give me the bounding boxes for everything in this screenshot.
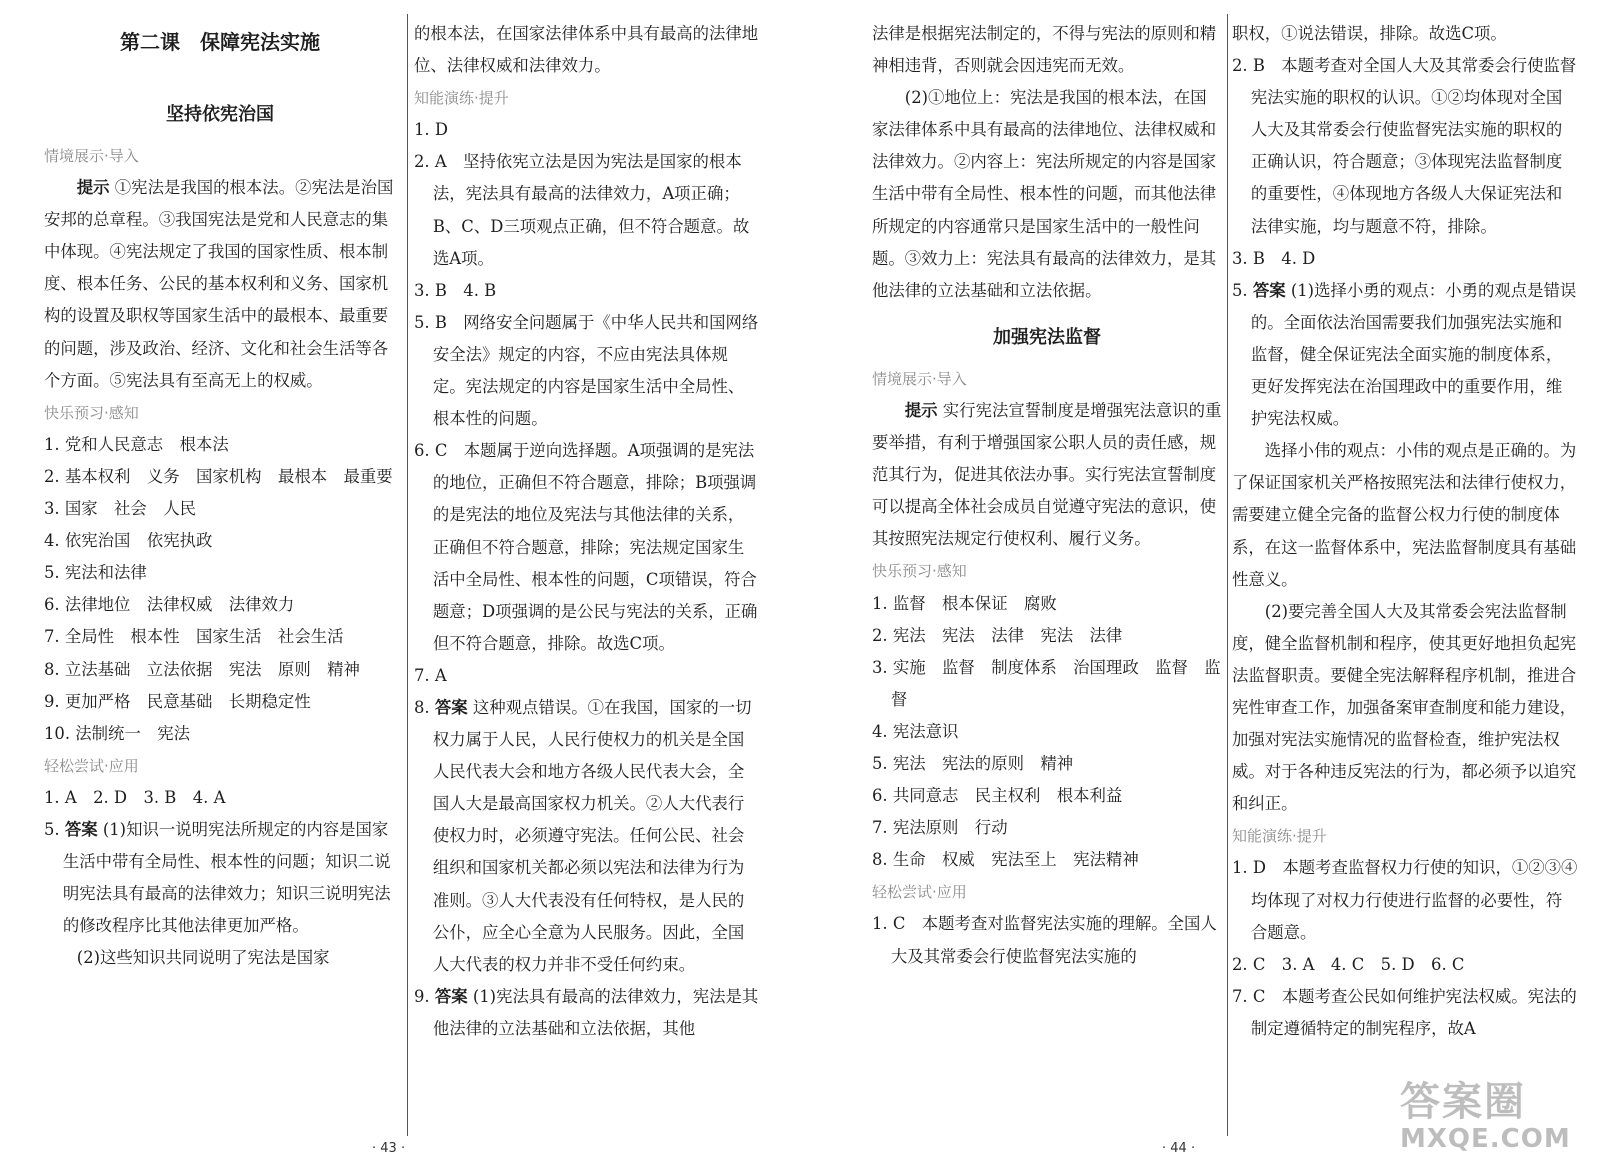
- answer-item: [872, 588, 1222, 620]
- answer-item: [414, 692, 760, 981]
- text: 7. A: [414, 665, 447, 685]
- text: 2. 基本权利 义务 国家机构 最根本 最重要: [44, 466, 393, 486]
- text: 1. D: [414, 120, 448, 140]
- bold-label: 提示: [904, 400, 938, 420]
- column-4: [1232, 18, 1578, 1045]
- answer-item: [1232, 852, 1578, 948]
- text: 的根本法，在国家法律体系中具有最高的法律地位、法律权威和法律效力。: [414, 24, 759, 76]
- text: 7. 宪法原则 行动: [872, 818, 1008, 838]
- answer-item: [872, 748, 1222, 780]
- section-title: [872, 307, 1222, 363]
- text: 6. 共同意志 民主权利 根本利益: [872, 786, 1123, 806]
- bold-label: 答案: [64, 819, 98, 839]
- text: 法律是根据宪法制定的，不得与宪法的原则和精神相违背，否则就会因违宪而无效。: [872, 24, 1217, 76]
- answer-item: [414, 660, 760, 692]
- bold-label: 答案: [434, 986, 468, 1006]
- paragraph: [872, 395, 1222, 555]
- text: 加强宪法监督: [993, 326, 1101, 348]
- text: 快乐预习·感知: [872, 562, 967, 581]
- item-number: 5.: [44, 819, 65, 839]
- text: 第二课 保障宪法实施: [120, 30, 320, 54]
- column-2: [414, 18, 760, 1045]
- text: 2. 宪法 宪法 法律 宪法 法律: [872, 625, 1123, 645]
- section-label: [44, 750, 396, 782]
- answer-item: [44, 557, 396, 589]
- answer-item: [414, 114, 760, 146]
- column-1: [44, 18, 396, 974]
- text: 3. 实施 监督 制度体系 治国理政 监督 监督: [872, 657, 1221, 709]
- item-number: 9.: [414, 986, 435, 1006]
- text: 6. C 本题属于逆向选择题。A项强调的是宪法的地位，正确但不符合题意，排除；B项强调的是宪法的地位及宪法与其他法律的关系，正确但不符合题意，排除；宪法规定国家生活中全局性、根本性的问题，C项错误，符合题意；D项强调的是公民与宪法的关系，正确但不符合题意，排除。故选C项。: [414, 441, 758, 653]
- text: 8. 生命 权威 宪法至上 宪法精神: [872, 850, 1139, 870]
- answer-item: [414, 307, 760, 435]
- text: 情境展示·导入: [872, 369, 967, 388]
- text: 1. 党和人民意志 根本法: [44, 434, 229, 454]
- section-label: [872, 876, 1222, 908]
- answer-item: [872, 620, 1222, 652]
- section-label: [44, 140, 396, 172]
- text: 情境展示·导入: [44, 147, 139, 165]
- section-label: [44, 397, 396, 429]
- text: 这种观点错误。①在我国，国家的一切权力属于人民，人民行使权力的机关是全国人民代表大会和地方各级人民代表大会，全国人大是最高国家权力机关。②人大代表行使权力时，必须遵守宪法。任何公民、社会组织和国家机关都必须以宪法和法律为行为准则。③人大代表没有任何特权，是人民的公仆，应全心全意为人民服务。因此，全国人大代表的权力并非不受任何约束。: [432, 697, 752, 974]
- answer-item: [872, 716, 1222, 748]
- answer-item: [44, 686, 396, 718]
- answer-item: [44, 814, 396, 942]
- text: 轻松尝试·应用: [44, 756, 139, 775]
- text: (1)宪法具有最高的法律效力，宪法是其他法律的立法基础和立法依据，其他: [432, 986, 759, 1038]
- answer-item: [1232, 243, 1578, 275]
- text: 9. 更加严格 民意基础 长期稳定性: [44, 691, 311, 711]
- text: 1. C 本题考查对监督宪法实施的理解。全国人大及其常委会行使监督宪法实施的: [872, 914, 1217, 966]
- answer-item: [1232, 50, 1578, 243]
- answer-item: [872, 780, 1222, 812]
- column-3: [872, 18, 1222, 973]
- answer-item: [872, 844, 1222, 876]
- text: 7. C 本题考查公民如何维护宪法权威。宪法的制定遵循特定的制宪程序，故A: [1232, 986, 1577, 1038]
- answer-item: [414, 981, 760, 1045]
- item-number: 8.: [414, 697, 435, 717]
- text: 7. 全局性 根本性 国家生活 社会生活: [44, 627, 344, 647]
- text: 选择小伟的观点：小伟的观点是正确的。为了保证国家机关严格按照宪法和法律行使权力，需要建立健全完备的监督公权力行使的制度体系，在这一监督体系中，宪法监督制度具有基础性意义。: [1232, 441, 1577, 589]
- text: 2. A 坚持依宪立法是因为宪法是国家的根本法，宪法具有最高的法律效力，A项正确；B、C、D三项观点正确，但不符合题意。故选A项。: [414, 152, 750, 268]
- text: 4. 依宪治国 依宪执政: [44, 531, 213, 551]
- watermark-url: MXQE.COM: [1400, 1124, 1571, 1154]
- paragraph: [44, 942, 396, 974]
- text: ①宪法是我国的根本法。②宪法是治国安邦的总章程。③我国宪法是党和人民意志的集中体现。④宪法规定了我国的国家性质、根本制度、根本任务、公民的基本权利和义务、国家机构的设置及职权等国家生活中的最根本、最重要的问题，涉及政治、经济、文化和社会生活等各个方面。⑤宪法具有至高无上的权威。: [44, 178, 394, 390]
- text: 2. B 本题考查对全国人大及其常委会行使监督宪法实施的职权的认识。①②均体现对全国人大及其常委会行使监督宪法实施的职权的正确认识，符合题意；③体现宪法监督制度的重要性，④体现地方各级人大保证宪法和法律实施，均与题意不符，排除。: [1232, 56, 1577, 236]
- answer-item: [1232, 981, 1578, 1045]
- answer-item: [44, 461, 396, 493]
- text: 8. 立法基础 立法依据 宪法 原则 精神: [44, 659, 360, 679]
- page-number-right: · 44 ·: [1162, 1141, 1196, 1156]
- page-number-left: · 43 ·: [372, 1141, 406, 1156]
- answer-item: [872, 812, 1222, 844]
- section-label: [414, 82, 760, 114]
- answer-item: [1232, 275, 1578, 435]
- paragraph: [872, 18, 1222, 82]
- paragraph: [1232, 435, 1578, 595]
- watermark: [1400, 1080, 1596, 1160]
- answer-item: [44, 621, 396, 653]
- lesson-title: [44, 18, 396, 84]
- bold-label: 答案: [1252, 280, 1286, 300]
- text: 3. B 4. D: [1232, 248, 1316, 268]
- answer-item: [414, 435, 760, 660]
- text: 5. B 网络安全问题属于《中华人民共和国网络安全法》规定的内容，不应由宪法具体规定。宪法规定的内容是国家生活中全局性、根本性的问题。: [414, 312, 759, 429]
- paragraph: [872, 82, 1222, 307]
- answer-item: [44, 654, 396, 686]
- text: 知能演练·提升: [1232, 827, 1327, 846]
- text: (2)①地位上：宪法是我国的根本法，在国家法律体系中具有最高的法律地位、法律权威和法律效力。②内容上：宪法所规定的内容是国家生活中带有全局性、根本性的问题，而其他法律所规定的内容通常只是国家生活中的一般性问题。③效力上：宪法具有最高的法律效力，是其他法律的立法基础和立法依据。: [872, 88, 1217, 300]
- section-label: [872, 363, 1222, 395]
- text: 1. D 本题考查监督权力行使的知识，①②③④均体现了对权力行使进行监督的必要性，符合题意。: [1232, 858, 1578, 942]
- text: 5. 宪法 宪法的原则 精神: [872, 753, 1074, 773]
- answer-item: [872, 652, 1222, 716]
- column-divider-right: [1227, 14, 1228, 1136]
- column-divider-left: [407, 14, 408, 1136]
- answer-item: [414, 146, 760, 274]
- answer-item: [1232, 949, 1578, 981]
- text: 1. A 2. D 3. B 4. A: [44, 787, 226, 807]
- text: (1)选择小勇的观点：小勇的观点是错误的。全面依法治国需要我们加强宪法实施和监督，健全保证宪法全面实施的制度体系，更好发挥宪法在治国理政中的重要作用，维护宪法权威。: [1250, 280, 1577, 429]
- text: 职权，①说法错误，排除。故选C项。: [1232, 24, 1507, 43]
- text: 10. 法制统一 宪法: [44, 723, 191, 743]
- answer-item: [44, 782, 396, 814]
- text: 1. 监督 根本保证 腐败: [872, 593, 1057, 613]
- answer-item: [44, 589, 396, 621]
- paragraph: [1232, 596, 1578, 821]
- paragraph: [44, 172, 396, 397]
- text: 轻松尝试·应用: [872, 883, 967, 902]
- text: 快乐预习·感知: [44, 403, 139, 422]
- text: 6. 法律地位 法律权威 法律效力: [44, 595, 295, 615]
- text: 坚持依宪治国: [166, 104, 274, 125]
- text: (1)知识一说明宪法所规定的内容是国家生活中带有全局性、根本性的问题；知识二说明宪法具有最高的法律效力；知识三说明宪法的修改程序比其他法律更加严格。: [62, 819, 391, 936]
- text: 3. B 4. B: [414, 280, 497, 300]
- bold-label: 答案: [434, 697, 468, 717]
- text: 3. 国家 社会 人民: [44, 499, 196, 519]
- text: 4. 宪法意识: [872, 721, 959, 741]
- answer-item: [414, 275, 760, 307]
- text: 5. 宪法和法律: [44, 563, 147, 583]
- section-label: [1232, 820, 1578, 852]
- section-title: [44, 84, 396, 140]
- text: (2)这些知识共同说明了宪法是国家: [76, 948, 330, 968]
- answer-item: [44, 718, 396, 750]
- answer-item: [872, 908, 1222, 972]
- answer-item: [44, 493, 396, 525]
- paragraph: [1232, 18, 1578, 50]
- section-label: [872, 555, 1222, 587]
- watermark-text: 答案圈: [1400, 1079, 1526, 1125]
- paragraph: [414, 18, 760, 82]
- text: 知能演练·提升: [414, 89, 509, 108]
- text: 2. C 3. A 4. C 5. D 6. C: [1232, 954, 1465, 974]
- text: 实行宪法宣誓制度是增强宪法意识的重要举措，有利于增强国家公职人员的责任感，规范其行为，促进其依法办事。实行宪法宣誓制度可以提高全体社会成员自觉遵守宪法的意识，使其按照宪法规定行使权利、履行义务。: [872, 400, 1222, 549]
- text: (2)要完善全国人大及其常委会宪法监督制度，健全监督机制和程序，使其更好地担负起宪法监督职责。要健全宪法解释程序机制，推进合宪性审查工作，加强备案审查制度和能力建设，加强对宪法实施情况的监督检查，维护宪法权威。对于各种违反宪法的行为，都必须予以追究和纠正。: [1232, 601, 1577, 814]
- bold-label: 提示: [76, 178, 110, 198]
- item-number: 5.: [1232, 280, 1253, 300]
- answer-item: [44, 525, 396, 557]
- answer-item: [44, 429, 396, 461]
